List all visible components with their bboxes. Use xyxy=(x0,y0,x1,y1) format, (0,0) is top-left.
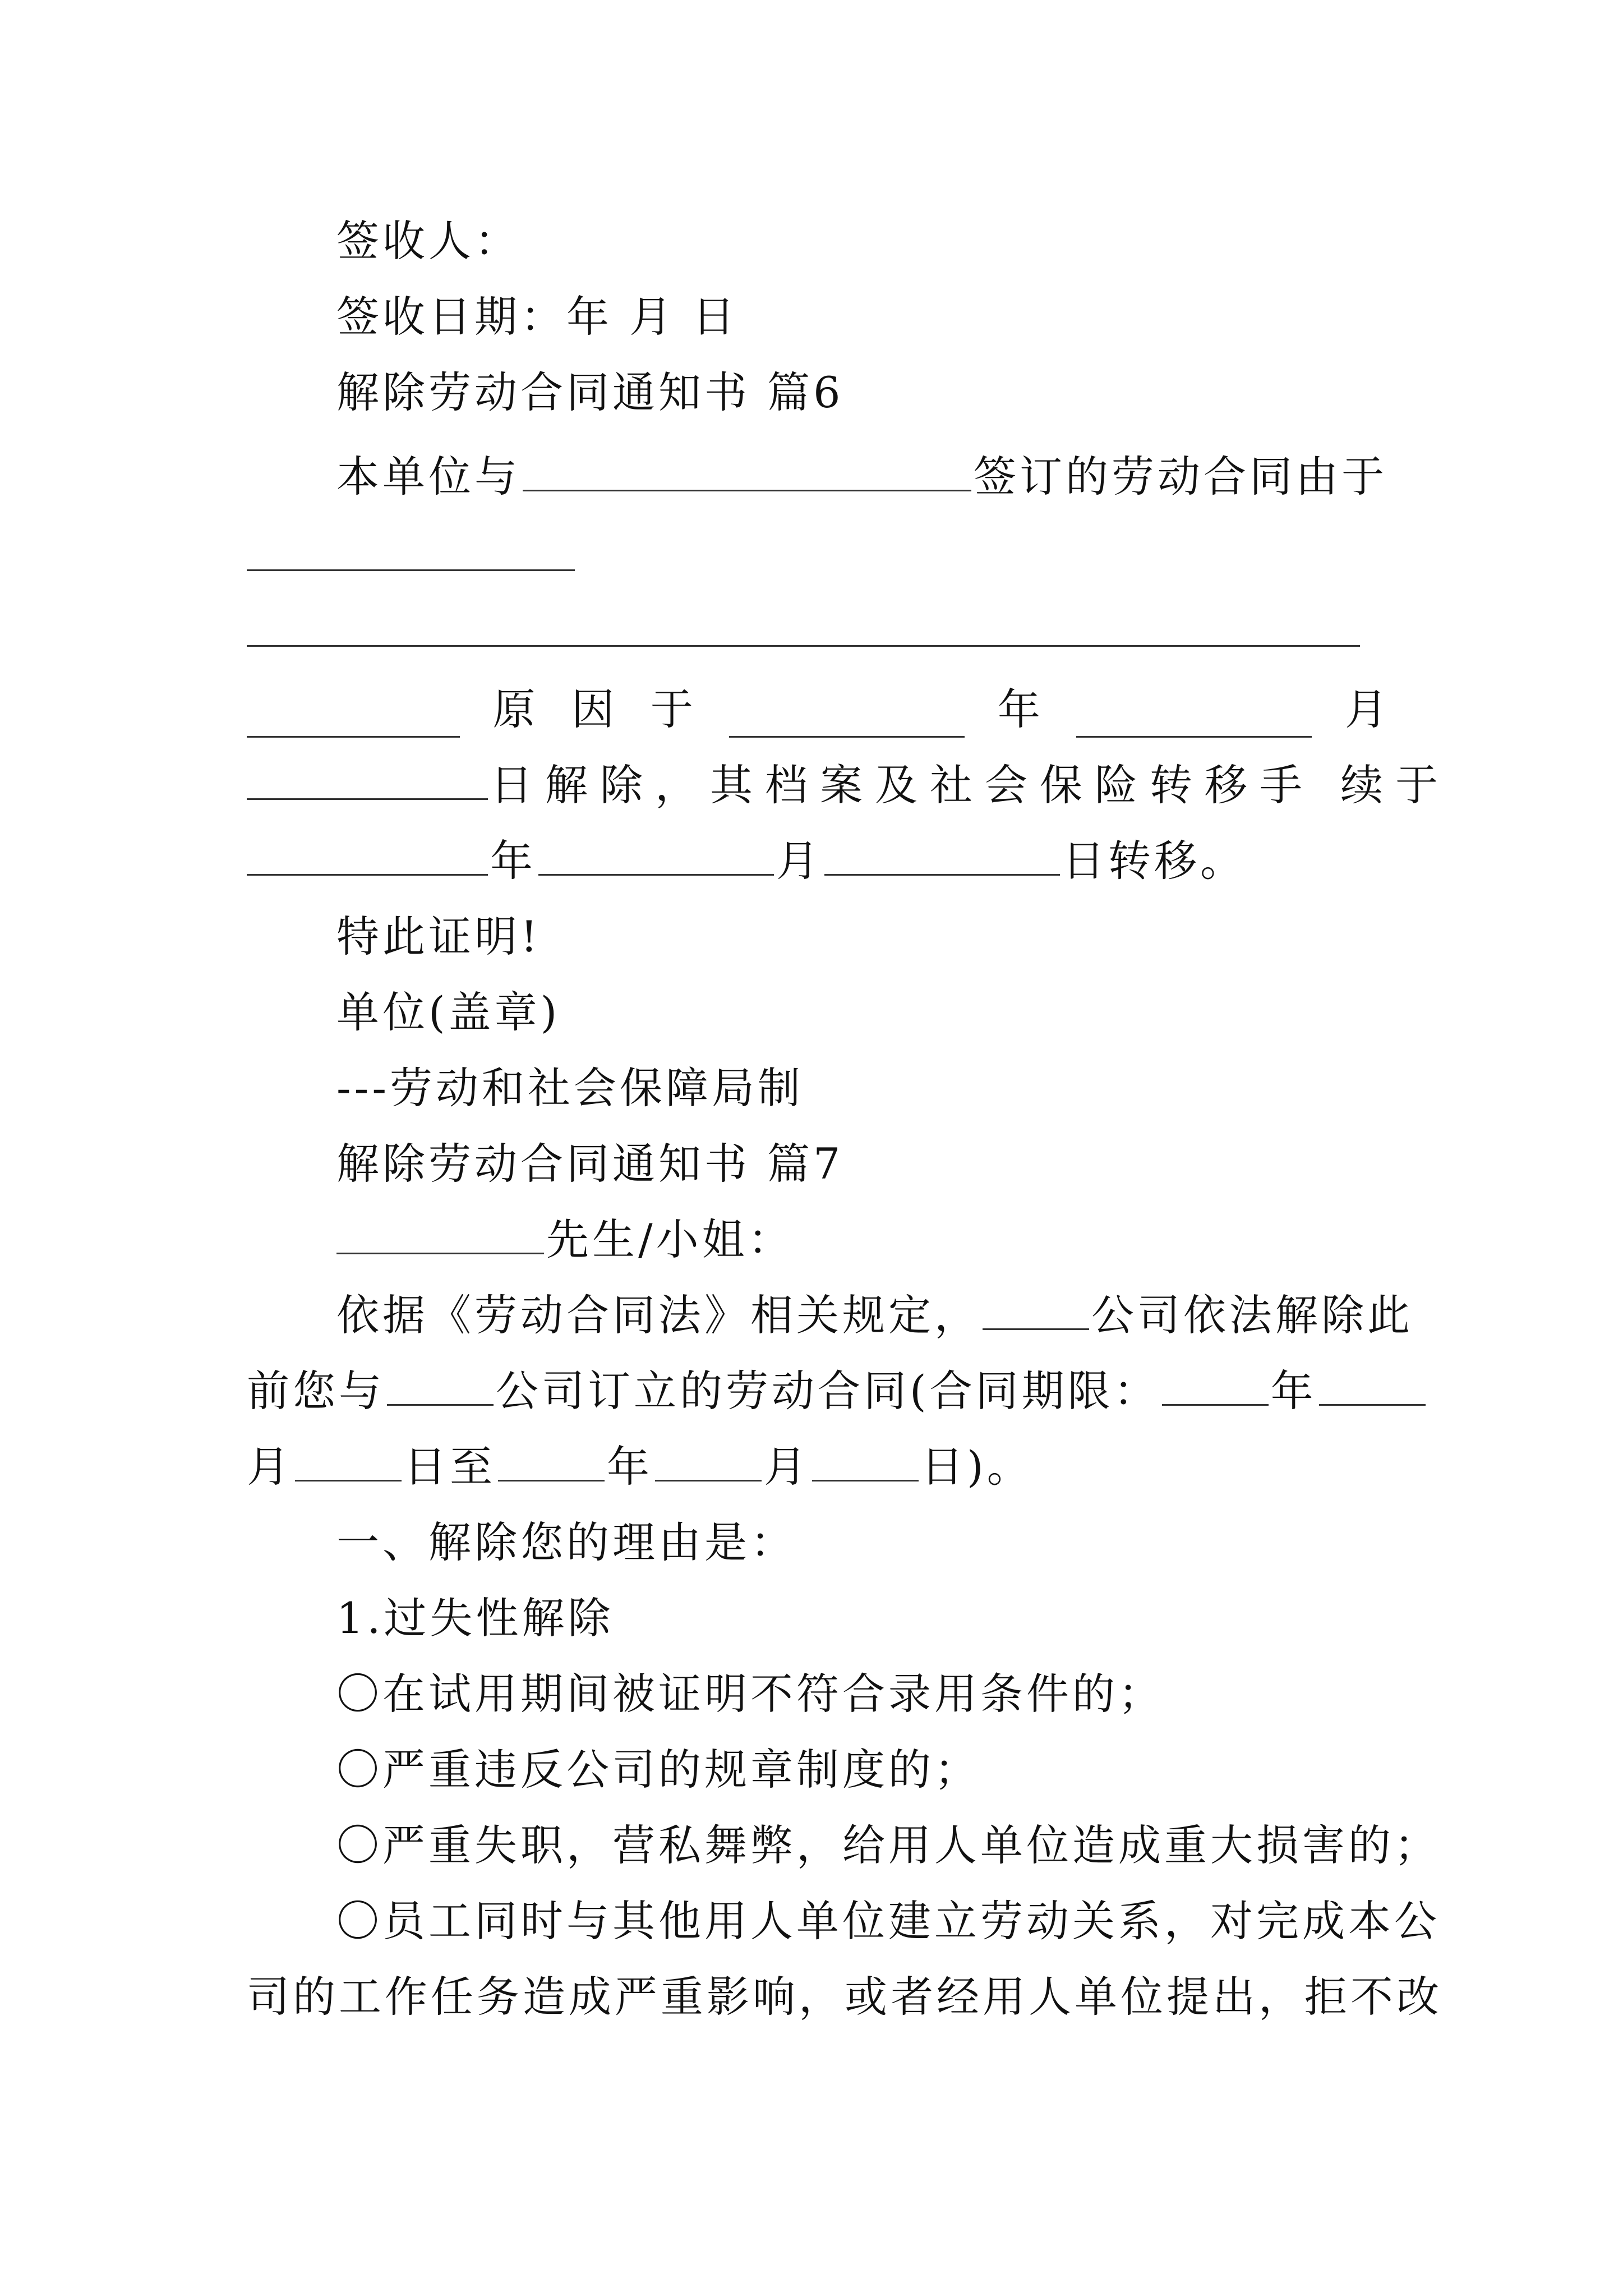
p1-l3-day-to: 日至 xyxy=(404,1442,496,1492)
p1-line3 xyxy=(247,1439,1391,1495)
certify-text: 特此证明! xyxy=(336,912,541,961)
sign-date-label: 签收日期：年 月 日 xyxy=(336,292,739,342)
salutation: 先生/小姐： xyxy=(546,1214,794,1264)
section7-title: 解除劳动合同通知书 篇7 xyxy=(336,1139,844,1189)
blank-day[interactable] xyxy=(247,759,488,800)
blank-reason-1[interactable] xyxy=(247,569,575,571)
line5-end: 日转移。 xyxy=(1062,836,1246,886)
p1-l1-start: 依据《劳动合同法》相关规定， xyxy=(336,1290,980,1340)
p1-line1 xyxy=(336,1287,1413,1343)
p1-l2-mid: 公司订立的劳动合同(合同期限： xyxy=(496,1366,1160,1416)
blank-start-year[interactable] xyxy=(1162,1365,1269,1406)
reason-item[interactable]: 〇严重违反公司的规章制度的； xyxy=(336,1745,980,1795)
line1-end: 签订的劳动合同由于 xyxy=(974,452,1387,501)
reason-item[interactable]: 〇在试用期间被证明不符合录用条件的； xyxy=(336,1669,1164,1719)
p1-l3-year: 年 xyxy=(607,1442,653,1492)
blank-end-month[interactable] xyxy=(655,1441,762,1481)
blank-start-month[interactable] xyxy=(1319,1365,1426,1406)
section6-line4 xyxy=(247,757,1451,813)
blank-name[interactable] xyxy=(336,1213,544,1254)
reason-word-2: 因 xyxy=(571,684,618,734)
p1-l3-end: 日)。 xyxy=(921,1442,1033,1492)
blank-start-day[interactable] xyxy=(295,1441,402,1481)
signer-label: 签收人： xyxy=(336,216,520,266)
blank-end-day[interactable] xyxy=(812,1441,919,1481)
blank-end-year[interactable] xyxy=(498,1441,605,1481)
blank-transfer-month[interactable] xyxy=(538,835,774,876)
p1-line2 xyxy=(247,1363,1391,1419)
reason-item[interactable]: 〇严重失职，营私舞弊，给用人单位造成重大损害的； xyxy=(336,1820,1440,1870)
p1-l2-year: 年 xyxy=(1270,1366,1317,1416)
p1-l1-end: 公司依法解除此 xyxy=(1091,1290,1413,1340)
blank-transfer-year[interactable] xyxy=(247,835,488,876)
salutation-line xyxy=(336,1212,1391,1268)
p1-l3-month: 月 xyxy=(247,1442,293,1492)
line5-month: 月 xyxy=(776,836,822,886)
blank-month[interactable] xyxy=(1076,697,1312,738)
month-label: 月 xyxy=(1344,684,1391,734)
issuer-text: ---劳动和社会保障局制 xyxy=(336,1063,804,1113)
blank-party[interactable] xyxy=(523,450,971,491)
blank-company-1[interactable] xyxy=(983,1289,1089,1330)
blank-company-2[interactable] xyxy=(387,1365,494,1406)
reason-item-continued: 司的工作任务造成严重影响，或者经用人单位提出，拒不改 xyxy=(247,1972,1442,2022)
line1-start: 本单位与 xyxy=(336,452,520,501)
year-label: 年 xyxy=(997,684,1044,734)
blank-transfer-day[interactable] xyxy=(824,835,1060,876)
section6-line5 xyxy=(247,833,1391,889)
p1-l3-month2: 月 xyxy=(764,1442,810,1492)
blank-reason-3[interactable] xyxy=(247,697,460,738)
blank-reason-2[interactable] xyxy=(247,645,1360,647)
reason-word-1: 原 xyxy=(492,684,539,734)
reason-word-3: 于 xyxy=(650,684,697,734)
section6-line3 xyxy=(247,682,1391,738)
blank-year[interactable] xyxy=(729,697,965,738)
seal-text: 单位(盖章) xyxy=(336,987,561,1037)
line4-mid: 日解除，其档案及社会保险转移手 续于 xyxy=(490,760,1451,810)
section6-line1 xyxy=(336,449,1391,505)
line5-year: 年 xyxy=(490,836,536,886)
section6-title: 解除劳动合同通知书 篇6 xyxy=(336,367,844,417)
p1-l2-start: 前您与 xyxy=(247,1366,385,1416)
fault-heading: 1.过失性解除 xyxy=(336,1593,614,1643)
reasons-heading: 一、解除您的理由是： xyxy=(336,1517,796,1567)
reason-item[interactable]: 〇员工同时与其他用人单位建立劳动关系，对完成本公 xyxy=(336,1896,1440,1946)
